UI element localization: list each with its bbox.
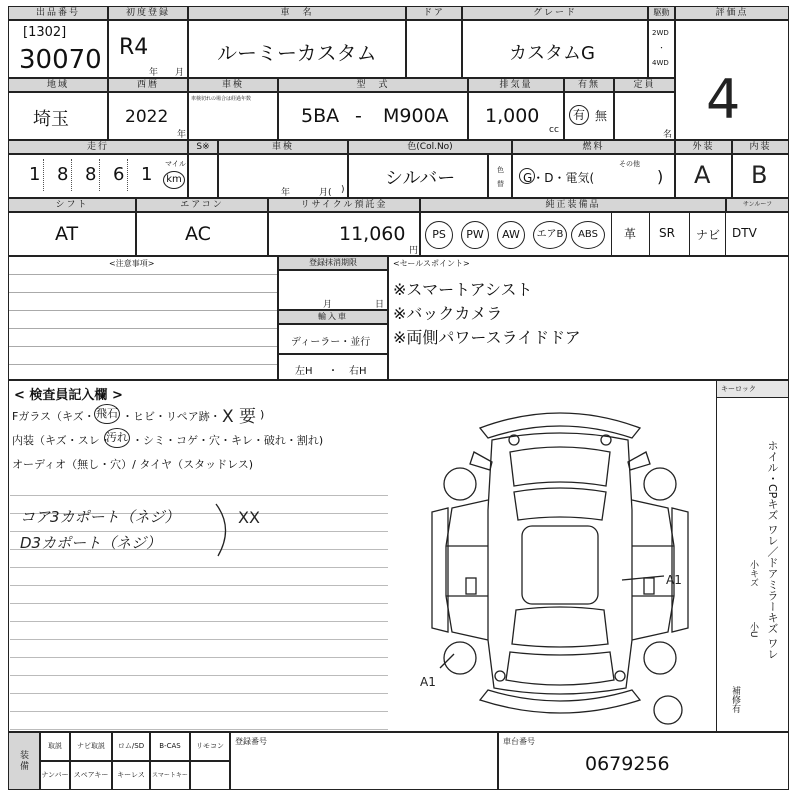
equip-navi-manual: ナビ取説 xyxy=(70,732,112,761)
drive-4wd: 4WD xyxy=(652,59,669,67)
damage-mark-right: A1 xyxy=(666,573,682,587)
location: 埼玉 xyxy=(33,109,69,130)
car-name: ルーミーカスタム xyxy=(217,41,377,65)
equipment-header: 純正装備品 xyxy=(420,198,726,212)
shift-header: シフト xyxy=(8,198,136,212)
interior-line-a: 内装（キズ・スレ・ xyxy=(12,434,111,447)
steering-dot: ・ xyxy=(328,366,338,377)
drive-cell xyxy=(648,20,675,78)
fglass-line-c: ・ヒビ・リペア跡・ xyxy=(122,410,221,423)
lot-sub: [1302] xyxy=(23,25,67,40)
sunroof-header: サンルーフ xyxy=(726,198,789,212)
aircon-header: エアコン xyxy=(136,198,268,212)
shaken-header: 車検 xyxy=(218,140,348,154)
drive-2wd: 2WD xyxy=(652,29,669,37)
mileage-digit: 1 xyxy=(141,164,153,185)
model-code: M900A xyxy=(383,105,449,127)
equip-dtv: DTV xyxy=(732,226,757,240)
ac-have-cell xyxy=(564,92,614,140)
aircon: AC xyxy=(185,223,211,245)
year-unit: 年 xyxy=(177,130,187,140)
model-header: 型 式 xyxy=(278,78,468,92)
equip-grid xyxy=(40,732,228,790)
equip-abs: ABS xyxy=(571,221,605,249)
key-lock-label: キーロック xyxy=(721,385,756,393)
shift: AT xyxy=(55,223,79,245)
notice-label: <注意事項> xyxy=(109,259,155,268)
fuel-cell xyxy=(512,154,675,198)
import-header: 輸入車 xyxy=(278,310,388,324)
equip-manual: 取説 xyxy=(40,732,70,761)
handwritten-bracket xyxy=(210,500,240,560)
handwritten-xx: XX xyxy=(238,508,260,527)
color-swap-1: 色 xyxy=(497,166,504,174)
capacity-header: 定員 xyxy=(614,78,675,92)
aircon-cell xyxy=(136,212,268,256)
shaken-close: ) xyxy=(341,185,345,195)
sales-label: <セールスポイント> xyxy=(393,259,470,268)
mileage-digit: 8 xyxy=(57,164,69,185)
shaken-cell xyxy=(218,154,348,198)
sales-points-box xyxy=(388,256,789,380)
lot-number-cell xyxy=(8,20,108,78)
first-reg-header: 初度登録 xyxy=(108,6,188,20)
yen-unit: 円 xyxy=(409,246,419,256)
shaken-year: 年 xyxy=(281,188,291,198)
drive-header: 駆動 xyxy=(648,6,675,20)
model-cell xyxy=(278,92,468,140)
year-cell xyxy=(108,92,188,140)
fuel-other: その他 xyxy=(619,160,640,168)
equip-sr: SR xyxy=(659,226,675,240)
reg-number-cell xyxy=(230,732,498,790)
steering-cell xyxy=(278,354,388,380)
fglass-chip-circled: 飛石 xyxy=(94,404,120,424)
equip-remote: リモコン xyxy=(190,732,230,761)
fuel-options: G・D・電気( xyxy=(523,171,595,185)
color: シルバー xyxy=(385,168,456,189)
inspection-note: 車検切れの場合は経過年数 xyxy=(191,96,252,102)
fglass-close: ) xyxy=(260,408,265,421)
equip-ps: PS xyxy=(425,221,453,249)
handwritten-note: D3カポート（ネジ） xyxy=(20,534,162,552)
equip-leather: 革 xyxy=(624,227,637,241)
location-header: 地域 xyxy=(8,78,108,92)
chassis-label: 車台番号 xyxy=(503,737,535,746)
grade-header: グレード xyxy=(462,6,648,20)
equip-smart-key: スマートキー xyxy=(150,761,190,790)
mileage-digit: 6 xyxy=(113,164,125,185)
mileage-digit: 8 xyxy=(85,164,97,185)
cc-header: 排気量 xyxy=(468,78,564,92)
grade-cell xyxy=(462,20,648,78)
reg-deadline-cell xyxy=(278,270,388,310)
first-reg-year-unit: 年 xyxy=(149,68,159,78)
smode-cell xyxy=(188,154,218,198)
inspection-cell xyxy=(188,92,278,140)
reg-number-label: 登録番号 xyxy=(235,737,267,746)
mileage-digit: 1 xyxy=(29,164,41,185)
equip-side-label: 装備 xyxy=(8,732,40,790)
equip-plate: ナンバー xyxy=(40,761,70,790)
reg-deadline-header: 登録抹消期限 xyxy=(278,256,388,270)
grade: カスタムG xyxy=(509,43,595,64)
first-reg-cell xyxy=(108,20,188,78)
cc-unit: cc xyxy=(549,125,559,135)
model-dash: - xyxy=(355,105,362,127)
mileage-cell xyxy=(8,154,188,198)
key-lock-cell xyxy=(716,380,789,398)
legend-small-scratch: 小キズ xyxy=(748,560,758,587)
mile-unit: マイル xyxy=(165,160,186,168)
km-circled: km xyxy=(163,171,185,189)
first-reg-month-unit: 月 xyxy=(175,68,185,78)
doors-cell xyxy=(406,20,462,78)
equip-keyless: キーレス xyxy=(112,761,150,790)
damage-mark-left: A1 xyxy=(420,675,436,689)
chassis-number: 0679256 xyxy=(585,753,670,775)
exterior-header: 外装 xyxy=(675,140,732,154)
dealer-parallel: ディーラー・並行 xyxy=(291,337,371,348)
interior-cell xyxy=(732,154,789,198)
shift-cell xyxy=(8,212,136,256)
chassis-cell xyxy=(498,732,789,790)
equipment-cell xyxy=(420,212,789,256)
year: 2022 xyxy=(125,107,169,127)
first-reg-value: R4 xyxy=(119,35,149,60)
color-swap-2: 替 xyxy=(497,180,504,188)
car-name-cell xyxy=(188,20,406,78)
fglass-line-a: Fガラス（キズ・ xyxy=(12,410,95,423)
interior-header: 内装 xyxy=(732,140,789,154)
ac-have-header: 有無 xyxy=(564,78,614,92)
mileage-header: 走行 xyxy=(8,140,188,154)
equip-bcas: B-CAS xyxy=(150,732,190,761)
cc-value: 1,000 xyxy=(485,105,540,127)
car-damage-diagram xyxy=(410,400,710,730)
score-cell xyxy=(675,20,789,140)
equip-rom-sd: ロム/SD xyxy=(112,732,150,761)
color-cell xyxy=(348,154,488,198)
capacity-unit: 名 xyxy=(663,130,673,140)
lot-number-header: 出品番号 xyxy=(8,6,108,20)
capacity-cell xyxy=(614,92,675,140)
reg-day: 日 xyxy=(375,300,385,310)
right-hand: 右H xyxy=(349,366,367,377)
equip-aw: AW xyxy=(497,221,525,249)
equip-pw: PW xyxy=(461,221,489,249)
fglass-repair-needed: X 要 xyxy=(222,407,257,427)
notice-box xyxy=(8,256,278,380)
exterior-score: A xyxy=(694,161,711,189)
smode-header: S※ xyxy=(188,140,218,154)
color-header: 色(Col.No) xyxy=(348,140,512,154)
none-label: 無 xyxy=(595,109,608,123)
fuel-close: ) xyxy=(657,167,664,186)
inspector-title: < 検査員記入欄 > xyxy=(14,388,123,403)
interior-dirt-circled: 汚れ xyxy=(104,428,130,448)
equip-spare-key: スペアキー xyxy=(70,761,112,790)
legend-repaired: 補修有 xyxy=(730,686,740,713)
doors-header: ドア xyxy=(406,6,462,20)
equip-airbag: エアB xyxy=(533,221,567,249)
exterior-cell xyxy=(675,154,732,198)
sales-point: ※スマートアシスト xyxy=(393,280,533,299)
legend-vertical: ホイル・CPキズ ワレ／ドアミラーキズ ワレ xyxy=(766,440,779,660)
sales-point: ※バックカメラ xyxy=(393,304,503,323)
score-value: 4 xyxy=(706,68,741,131)
interior-line-c: ・シミ・コゲ・穴・キレ・破れ・割れ) xyxy=(132,434,324,447)
shaken-month: 月( xyxy=(319,188,332,198)
year-header: 西暦 xyxy=(108,78,188,92)
equip-navi: ナビ xyxy=(696,228,721,242)
have-circled: 有 xyxy=(569,105,589,125)
drive-dot: ・ xyxy=(658,44,665,52)
sales-point: ※両側パワースライドドア xyxy=(393,328,581,347)
score-header: 評価点 xyxy=(675,6,789,20)
interior-score: B xyxy=(751,161,768,189)
left-hand: 左H xyxy=(295,366,313,377)
lot-number: 30070 xyxy=(19,45,102,75)
recycle-fee: 11,060 xyxy=(339,223,406,245)
inspection-header: 車検 xyxy=(188,78,278,92)
legend-small-dent: 小U xyxy=(748,622,758,638)
fuel-header: 燃料 xyxy=(512,140,675,154)
audio-tire-line: オーディオ（無し・穴）/ タイヤ（スタッドレス) xyxy=(12,458,254,471)
recycle-cell xyxy=(268,212,420,256)
location-cell xyxy=(8,92,108,140)
reg-month: 月 xyxy=(323,300,333,310)
model-prefix: 5BA xyxy=(301,105,340,127)
import-cell xyxy=(278,324,388,354)
car-name-header: 車 名 xyxy=(188,6,406,20)
handwritten-note: コア3カポート（ネジ） xyxy=(20,508,180,526)
color-swap-cell xyxy=(488,154,512,198)
cc-cell xyxy=(468,92,564,140)
recycle-header: リサイクル預託金 xyxy=(268,198,420,212)
